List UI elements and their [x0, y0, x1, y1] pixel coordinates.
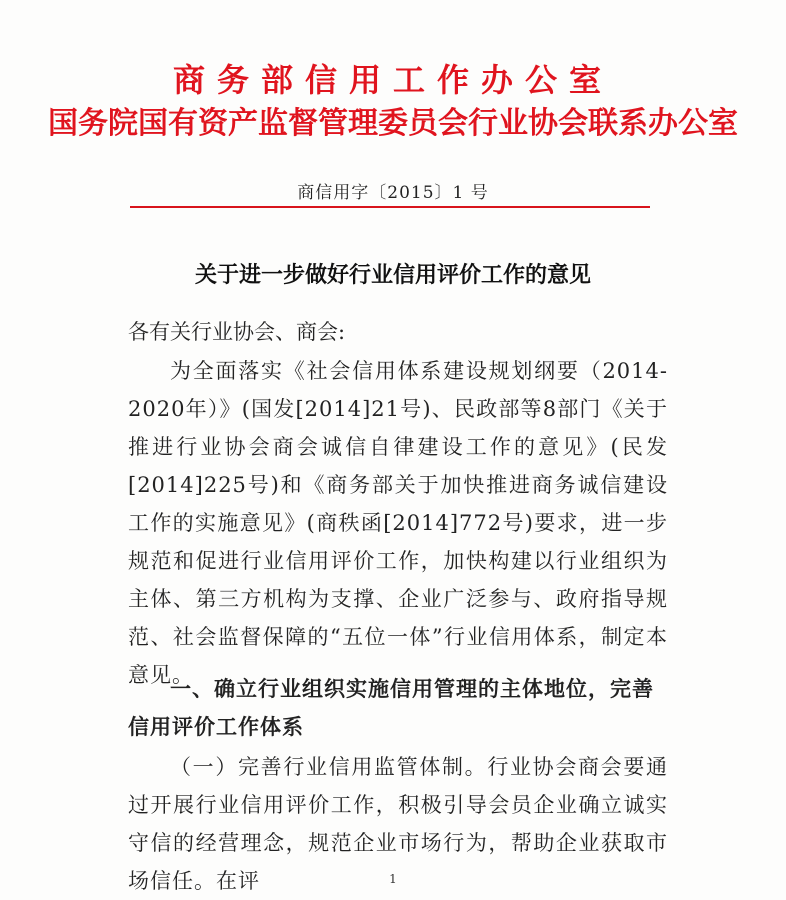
page-number: 1 — [389, 872, 397, 886]
issuer-line-2: 国务院国有资产监督管理委员会行业协会联系办公室 — [48, 106, 738, 141]
section-heading-1: 一、确立行业组织实施信用管理的主体地位，完善信用评价工作体系 — [128, 676, 654, 739]
issuer-line-1: 商务部信用工作办公室 — [172, 61, 613, 99]
document-number: 商信用字〔2015〕1 号 — [297, 183, 489, 203]
red-divider-rule — [130, 206, 650, 208]
salutation: 各有关行业协会、商会: — [128, 320, 346, 344]
body-paragraph-1: 为全面落实《社会信用体系建设规划纲要（2014-2020年）》(国发[2014]21号)、民政部等8部门《关于推进行业协会商会诚信自律建设工作的意见》(民发[2014]225号)和《商务部关于加快推进商务诚信建设工作的实施意见》(商秩函[2014]772号)要求，进一步规范和促进行业信用评价工作，加快构建以行业组织为主体、第三方机构为支撑、企业广泛参与、政府指导规范、社会监督保障的“五位一体”行业信用体系，制定本意见。 — [128, 359, 668, 687]
document-title: 关于进一步做好行业信用评价工作的意见 — [194, 262, 591, 288]
body-paragraph-2: （一）完善行业信用监管体制。行业协会商会要通过开展行业信用评价工作，积极引导会员企业确立诚实守信的经营理念，规范企业市场行为，帮助企业获取市场信任。在评 — [128, 755, 668, 893]
